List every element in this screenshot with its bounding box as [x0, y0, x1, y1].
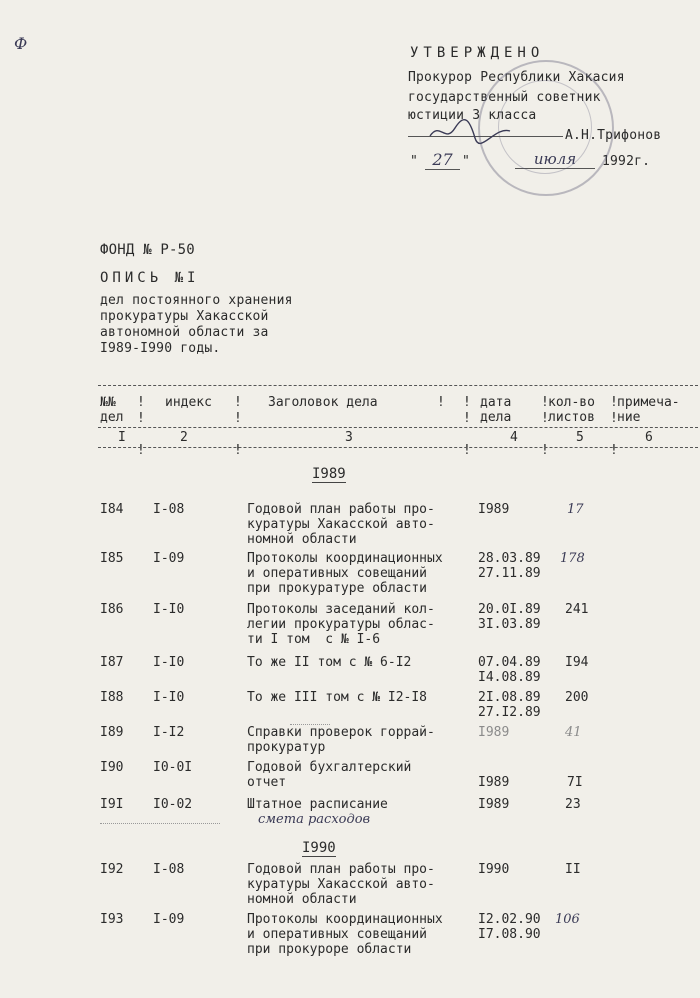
row-index: I-I0	[153, 602, 185, 617]
row-title: То же III том с № I2-I8	[247, 690, 428, 705]
row-sheets: II	[565, 862, 581, 877]
row-sheets: 178	[560, 551, 585, 566]
row-title: Годовой бухгалтерский отчет	[247, 760, 412, 790]
inventory-line-4: I989-I990 годы.	[100, 341, 221, 356]
row-index: I-08	[153, 502, 185, 517]
row-date: I989	[478, 775, 510, 790]
header-notes-2: ние	[617, 410, 641, 425]
header-separator: ! ! !	[137, 395, 145, 458]
header-date-2: дела	[480, 410, 512, 425]
row-sheets: 23	[565, 797, 581, 812]
header-index: индекс	[165, 395, 212, 410]
row-date: I989	[478, 797, 510, 812]
table-header-top-rule	[98, 385, 698, 386]
row-date: 2I.08.89 27.I2.89	[478, 690, 541, 720]
row-sheets: 41	[565, 725, 582, 740]
row-date: 20.0I.89 3I.03.89	[478, 602, 541, 632]
col-number-3: 3	[345, 430, 353, 445]
fund-number: ФОНД № Р-50	[100, 242, 195, 258]
row-num: I87	[100, 655, 124, 670]
col-number-4: 4	[510, 430, 518, 445]
dotted-guide	[290, 724, 330, 725]
header-separator: !	[437, 395, 445, 410]
row-num: I85	[100, 551, 124, 566]
row-sheets: 17	[567, 502, 584, 517]
row-index: I-08	[153, 862, 185, 877]
row-index: I-09	[153, 912, 185, 927]
inventory-line-3: автономной области за	[100, 325, 269, 340]
row-title: Справки проверок горрай- прокуратур	[247, 725, 435, 755]
col-number-1: I	[118, 430, 126, 445]
row-title: Штатное расписание	[247, 797, 388, 812]
table-header-bottom-rule	[98, 447, 698, 448]
row-title: То же II том с № 6-I2	[247, 655, 412, 670]
approval-date-close-quote: "	[462, 154, 471, 169]
row-sheets: 200	[565, 690, 589, 705]
header-sheets: кол-во	[548, 395, 595, 410]
row-date: 28.03.89 27.11.89	[478, 551, 541, 581]
row-index: I-I2	[153, 725, 185, 740]
approval-date-open-quote: "	[410, 154, 419, 169]
inventory-line-1: дел постоянного хранения	[100, 293, 293, 308]
row-num: I92	[100, 862, 124, 877]
approval-date-month: июля	[515, 150, 595, 169]
approval-line-2: государственный советник	[408, 90, 601, 105]
section-year-1989: I989	[312, 466, 346, 482]
section-year-1990: I990	[302, 840, 336, 856]
row-date: I2.02.90 I7.08.90	[478, 912, 541, 942]
inventory-line-2: прокуратуры Хакасской	[100, 309, 269, 324]
row-title: Протоколы координационных и оперативных совещаний при прокуроре области	[247, 912, 443, 957]
row-sheets: 106	[555, 912, 580, 927]
row-num: I89	[100, 725, 124, 740]
inventory-title: ОПИСЬ №I	[100, 270, 200, 286]
header-sheets-2: листов	[548, 410, 595, 425]
header-separator: ! ! !	[234, 395, 242, 458]
row-num: I9I	[100, 797, 124, 812]
approval-title: УТВЕРЖДЕНО	[410, 45, 545, 61]
row-index: I-I0	[153, 655, 185, 670]
row-num: I84	[100, 502, 124, 517]
row-num: I90	[100, 760, 124, 775]
header-separator: ! ! !	[541, 395, 549, 458]
row-sheets: I94	[565, 655, 589, 670]
header-title: Заголовок дела	[268, 395, 378, 410]
handwritten-note: смета расходов	[258, 812, 371, 827]
table-header-mid-rule	[98, 427, 698, 428]
row-date-obscured: I989	[478, 725, 510, 740]
dotted-guide	[100, 823, 220, 824]
approval-date-day: 27	[425, 150, 460, 170]
approval-date-year: 1992г.	[602, 154, 651, 169]
col-number-6: 6	[645, 430, 653, 445]
header-notes: примеча-	[617, 395, 680, 410]
row-num: I93	[100, 912, 124, 927]
row-index: I0-0I	[153, 760, 193, 775]
header-separator: ! ! !	[610, 395, 618, 458]
row-index: I-09	[153, 551, 185, 566]
row-title: Протоколы заседаний кол- легии прокуратуры облас- ти I том с № I-6	[247, 602, 435, 647]
header-num: №№	[100, 395, 116, 410]
row-title: Годовой план работы про- куратуры Хакасской авто- номной области	[247, 862, 435, 907]
col-number-2: 2	[180, 430, 188, 445]
row-index: I0-02	[153, 797, 193, 812]
margin-mark: Ф	[14, 34, 28, 53]
signer-name: А.Н.Трифонов	[565, 128, 662, 143]
header-num-2: дел	[100, 410, 124, 425]
approval-line-1: Прокурор Республики Хакасия	[408, 70, 625, 85]
col-number-5: 5	[576, 430, 584, 445]
row-date: I989	[478, 502, 510, 517]
header-date: дата	[480, 395, 512, 410]
row-date: I990	[478, 862, 510, 877]
row-date: 07.04.89 I4.08.89	[478, 655, 541, 685]
row-title: Протоколы координационных и оперативных совещаний при прокуратуре области	[247, 551, 443, 596]
approval-line-3: юстиции 3 класса	[408, 108, 537, 123]
row-num: I88	[100, 690, 124, 705]
row-sheets: 7I	[567, 775, 583, 790]
row-sheets: 241	[565, 602, 589, 617]
round-seal-stamp	[478, 60, 614, 196]
row-num: I86	[100, 602, 124, 617]
row-index: I-I0	[153, 690, 185, 705]
row-title: Годовой план работы про- куратуры Хакасской авто- номной области	[247, 502, 435, 547]
header-separator: ! ! !	[463, 395, 471, 458]
